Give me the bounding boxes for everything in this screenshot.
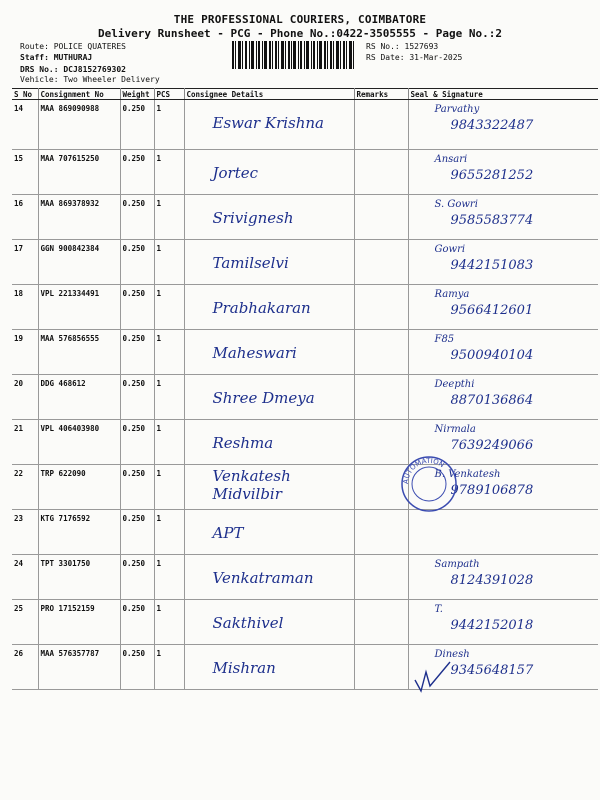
cell-consignment: GGN 900842384 <box>38 240 120 285</box>
cell-pcs: 1 <box>154 510 184 555</box>
cell-consignment: KTG 7176592 <box>38 510 120 555</box>
cell-sno: 14 <box>12 100 38 150</box>
recipient-phone: 9442151083 <box>450 258 534 273</box>
staff-prefix: Staff: <box>20 53 54 62</box>
table-row <box>12 465 598 510</box>
cell-weight: 0.250 <box>120 285 154 330</box>
cell-remarks <box>354 285 408 330</box>
recipient-signature: B. Venkatesh <box>434 469 501 480</box>
recipient-phone: 9345648157 <box>450 663 534 678</box>
consignee-handwritten-name: Srivignesh <box>212 209 294 227</box>
cell-remarks <box>354 150 408 195</box>
cell-consignee <box>184 285 354 330</box>
cell-remarks <box>354 240 408 285</box>
recipient-signature: T. <box>434 604 443 615</box>
cell-signature <box>408 150 598 195</box>
cell-consignee <box>184 465 354 510</box>
cell-pcs: 1 <box>154 195 184 240</box>
cell-pcs: 1 <box>154 645 184 690</box>
cell-weight: 0.250 <box>120 420 154 465</box>
consignee-handwritten-name: Reshma <box>212 434 274 452</box>
cell-sno: 18 <box>12 285 38 330</box>
cell-pcs: 1 <box>154 240 184 285</box>
staff-label <box>20 53 92 63</box>
stamp-text: AUTOMATION <box>401 456 446 485</box>
company-seal-stamp <box>400 455 458 513</box>
cell-weight: 0.250 <box>120 600 154 645</box>
cell-consignee <box>184 555 354 600</box>
cell-consignee <box>184 150 354 195</box>
table-row <box>12 150 598 195</box>
table-row <box>12 240 598 285</box>
recipient-phone: 7639249066 <box>450 438 534 453</box>
consignee-handwritten-name: Mishran <box>212 659 276 677</box>
cell-consignment: MAA 869378932 <box>38 195 120 240</box>
recipient-signature: Deepthi <box>434 379 475 390</box>
rs-number: RS No.: 1527693 <box>366 42 439 51</box>
col-remarks: Remarks <box>354 89 408 100</box>
rs-date: RS Date: 31-Mar-2025 <box>366 53 463 62</box>
cell-weight: 0.250 <box>120 510 154 555</box>
cell-signature <box>408 375 598 420</box>
recipient-signature: Parvathy <box>434 104 480 115</box>
cell-consignment: PRO 17152159 <box>38 600 120 645</box>
cell-remarks <box>354 555 408 600</box>
col-signature: Seal & Signature <box>408 89 598 100</box>
cell-sno: 22 <box>12 465 38 510</box>
recipient-phone: 8124391028 <box>450 573 534 588</box>
cell-remarks <box>354 645 408 690</box>
cell-sno: 17 <box>12 240 38 285</box>
cell-consignee <box>184 600 354 645</box>
recipient-phone: 9789106878 <box>450 483 534 498</box>
cell-consignment: MAA 707615250 <box>38 150 120 195</box>
company-title: THE PROFESSIONAL COURIERS, COIMBATORE <box>173 13 427 26</box>
cell-consignee <box>184 420 354 465</box>
staff-name: MUTHURAJ <box>53 53 93 62</box>
cell-weight: 0.250 <box>120 100 154 150</box>
cell-signature <box>408 510 598 555</box>
cell-sno: 19 <box>12 330 38 375</box>
runsheet-subtitle: Delivery Runsheet - PCG - Phone No.:0422-3505555 - Page No.:2 <box>98 27 502 40</box>
cell-remarks <box>354 195 408 240</box>
route-label: Route: POLICE QUATERES <box>20 42 126 51</box>
col-sno: S No <box>12 89 38 100</box>
cell-sno: 24 <box>12 555 38 600</box>
cell-consignment: TPT 3301750 <box>38 555 120 600</box>
cell-consignee <box>184 375 354 420</box>
tick-mark-icon <box>412 660 452 694</box>
table-row <box>12 555 598 600</box>
cell-remarks <box>354 100 408 150</box>
cell-signature <box>408 285 598 330</box>
table-row <box>12 645 598 690</box>
recipient-phone: 9843322487 <box>450 118 534 133</box>
col-weight: Weight <box>120 89 154 100</box>
col-consignment: Consignment No <box>38 89 120 100</box>
recipient-signature: F85 <box>434 334 455 345</box>
cell-consignee <box>184 510 354 555</box>
consignee-handwritten-name: Jortec <box>212 164 259 182</box>
cell-signature <box>408 240 598 285</box>
cell-weight: 0.250 <box>120 465 154 510</box>
cell-consignment: VPL 221334491 <box>38 285 120 330</box>
cell-remarks <box>354 375 408 420</box>
cell-signature <box>408 100 598 150</box>
cell-signature <box>408 600 598 645</box>
cell-consignment: MAA 576357787 <box>38 645 120 690</box>
cell-signature <box>408 555 598 600</box>
col-pcs: PCS <box>154 89 184 100</box>
cell-consignee <box>184 100 354 150</box>
cell-signature <box>408 195 598 240</box>
cell-remarks <box>354 510 408 555</box>
table-row <box>12 330 598 375</box>
consignee-handwritten-name: APT <box>212 524 244 542</box>
cell-weight: 0.250 <box>120 330 154 375</box>
cell-pcs: 1 <box>154 420 184 465</box>
consignee-handwritten-name: Venkatesh Midvilbir <box>212 467 291 503</box>
cell-consignee <box>184 645 354 690</box>
cell-sno: 20 <box>12 375 38 420</box>
cell-weight: 0.250 <box>120 240 154 285</box>
table-header-row <box>12 89 598 100</box>
cell-sno: 21 <box>12 420 38 465</box>
consignee-handwritten-name: Prabhakaran <box>212 299 311 317</box>
cell-pcs: 1 <box>154 465 184 510</box>
cell-sno: 26 <box>12 645 38 690</box>
recipient-signature: Ansari <box>434 154 468 165</box>
recipient-signature: Ramya <box>434 289 470 300</box>
cell-remarks <box>354 600 408 645</box>
cell-pcs: 1 <box>154 375 184 420</box>
table-row <box>12 600 598 645</box>
cell-weight: 0.250 <box>120 645 154 690</box>
cell-sno: 23 <box>12 510 38 555</box>
consignee-handwritten-name: Sakthivel <box>212 614 284 632</box>
consignee-handwritten-name: Eswar Krishna <box>212 114 325 132</box>
recipient-phone: 9655281252 <box>450 168 534 183</box>
cell-weight: 0.250 <box>120 195 154 240</box>
recipient-phone: 8870136864 <box>450 393 534 408</box>
cell-consignment: MAA 869090988 <box>38 100 120 150</box>
recipient-signature: S. Gowri <box>434 199 478 210</box>
cell-consignment: MAA 576856555 <box>38 330 120 375</box>
recipient-signature: Dinesh <box>434 649 470 660</box>
recipient-phone: 9442152018 <box>450 618 534 633</box>
table-row <box>12 420 598 465</box>
barcode-icon <box>232 41 354 69</box>
col-consignee: Consignee Details <box>184 89 354 100</box>
table-row <box>12 510 598 555</box>
cell-consignment: DDG 468612 <box>38 375 120 420</box>
cell-sno: 25 <box>12 600 38 645</box>
drs-number: DRS No.: DCJ8152769302 <box>20 65 126 74</box>
cell-consignee <box>184 195 354 240</box>
cell-pcs: 1 <box>154 285 184 330</box>
consignee-handwritten-name: Tamilselvi <box>212 254 289 272</box>
cell-pcs: 1 <box>154 150 184 195</box>
cell-pcs: 1 <box>154 100 184 150</box>
cell-sno: 15 <box>12 150 38 195</box>
cell-signature <box>408 330 598 375</box>
cell-consignee <box>184 330 354 375</box>
consignee-handwritten-name: Maheswari <box>212 344 297 362</box>
cell-consignment: VPL 406403980 <box>38 420 120 465</box>
consignee-handwritten-name: Shree Dmeya <box>212 389 315 407</box>
table-row <box>12 100 598 150</box>
cell-weight: 0.250 <box>120 150 154 195</box>
recipient-signature: Sampath <box>434 559 480 570</box>
recipient-phone: 9585583774 <box>450 213 534 228</box>
cell-consignee <box>184 240 354 285</box>
cell-pcs: 1 <box>154 600 184 645</box>
runsheet-table <box>12 88 598 690</box>
recipient-signature: Gowri <box>434 244 466 255</box>
table-row <box>12 195 598 240</box>
consignee-handwritten-name: Venkatraman <box>212 569 314 587</box>
cell-weight: 0.250 <box>120 555 154 600</box>
cell-sno: 16 <box>12 195 38 240</box>
cell-weight: 0.250 <box>120 375 154 420</box>
recipient-phone: 9566412601 <box>450 303 534 318</box>
cell-consignment: TRP 622090 <box>38 465 120 510</box>
table-row <box>12 285 598 330</box>
recipient-phone: 9500940104 <box>450 348 534 363</box>
vehicle-type: Vehicle: Two Wheeler Delivery <box>20 75 160 84</box>
cell-pcs: 1 <box>154 330 184 375</box>
recipient-signature: Nirmala <box>434 424 476 435</box>
cell-pcs: 1 <box>154 555 184 600</box>
table-row <box>12 375 598 420</box>
cell-remarks <box>354 330 408 375</box>
